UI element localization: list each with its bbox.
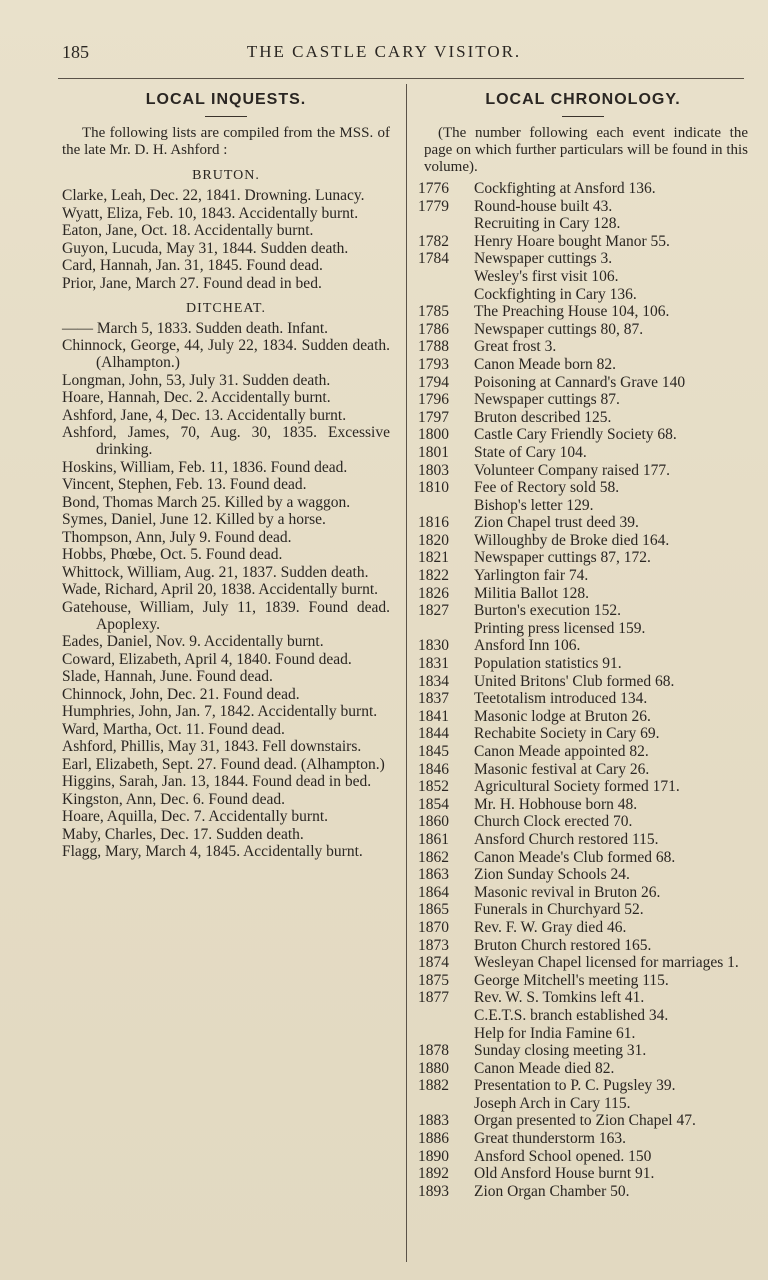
- chronology-year: 1826: [418, 584, 449, 602]
- inquest-entry: Clarke, Leah, Dec. 22, 1841. Drowning. Lunacy.: [62, 187, 365, 204]
- inquest-entry: Eades, Daniel, Nov. 9. Accidentally burnt.: [62, 633, 324, 650]
- chronology-year: 1860: [418, 813, 449, 831]
- inquest-entry: Eaton, Jane, Oct. 18. Accidentally burnt.: [62, 222, 314, 239]
- chronology-event: Newspaper cuttings 87.: [474, 391, 620, 409]
- chronology-year: 1861: [418, 830, 449, 848]
- chronology-row: [418, 567, 748, 585]
- chronology-row: [418, 303, 748, 321]
- chronology-event: Poisoning at Cannard's Grave 140: [474, 373, 686, 391]
- chronology-event: Burton's execution 152.: [474, 602, 622, 620]
- inquest-entry: —— March 5, 1833. Sudden death. Infant.: [62, 319, 329, 337]
- chronology-year: [418, 215, 474, 233]
- chronology-row: [418, 479, 748, 497]
- chronology-row: [418, 673, 748, 691]
- chronology-row: [418, 954, 748, 972]
- chronology-row: [418, 813, 748, 831]
- chronology-row: [418, 198, 748, 216]
- chronology-event: The Preaching House 104, 106.: [474, 303, 670, 321]
- chronology-row: [418, 268, 748, 286]
- chronology-year: 1801: [418, 443, 449, 461]
- chronology-year: 1882: [418, 1077, 449, 1095]
- chronology-year: 1845: [418, 743, 449, 760]
- chronology-row: [418, 374, 748, 392]
- chronology-event: Rev. F. W. Gray died 46.: [474, 918, 627, 936]
- chronology-year: 1788: [418, 338, 449, 356]
- chronology-event: Fee of Rectory sold 58.: [474, 479, 620, 497]
- inquest-entry: Hoskins, William, Feb. 11, 1836. Found dead.: [62, 458, 348, 476]
- chronology-row: [418, 532, 748, 550]
- chronology-year: 1794: [418, 373, 449, 391]
- chronology-event: Help for India Famine 61.: [474, 1024, 636, 1042]
- chronology-row: [418, 1007, 748, 1025]
- chronology-year: 1800: [418, 426, 449, 444]
- chronology-event: Presentation to P. C. Pugsley 39.: [474, 1077, 676, 1095]
- chronology-row: [418, 637, 748, 655]
- chronology-event: Ansford Church restored 115.: [474, 830, 659, 848]
- chronology-event: Canon Meade died 82.: [474, 1059, 615, 1077]
- header-rule: [58, 78, 744, 79]
- inquest-entry: Symes, Daniel, June 12. Killed by a horse.: [62, 511, 326, 528]
- chronology-year: 1784: [418, 250, 449, 268]
- ditcheat-heading: DITCHEAT.: [186, 300, 266, 316]
- chronology-year: 1863: [418, 866, 449, 884]
- chronology-year: 1821: [418, 549, 449, 567]
- chronology-row: [418, 1183, 748, 1201]
- chronology-event: Castle Cary Friendly Society 68.: [474, 426, 677, 444]
- chronology-year: 1877: [418, 989, 449, 1007]
- chronology-event: Funerals in Churchyard 52.: [474, 901, 644, 919]
- chronology-row: [418, 972, 748, 990]
- chronology-event: Rev. W. S. Tomkins left 41.: [474, 989, 645, 1007]
- chronology-event: Sunday closing meeting 31.: [474, 1042, 647, 1060]
- inquest-entry: Guyon, Lucuda, May 31, 1844. Sudden death.: [62, 239, 349, 257]
- inquest-entry: Wyatt, Eliza, Feb. 10, 1843. Accidentally burnt.: [62, 204, 359, 222]
- inquest-entry: Card, Hannah, Jan. 31, 1845. Found dead.: [62, 257, 323, 274]
- ditcheat-list: [62, 320, 390, 861]
- chronology-row: [418, 849, 748, 867]
- chronology-row: [418, 426, 748, 444]
- page-header: [0, 38, 768, 68]
- chronology-year: 1864: [418, 883, 449, 901]
- chronology-column: [418, 86, 748, 1200]
- chronology-year: 1831: [418, 655, 449, 673]
- chronology-row: [418, 444, 748, 462]
- chronology-row: [418, 655, 748, 673]
- chronology-year: 1852: [418, 778, 449, 796]
- chronology-event: Wesleyan Chapel licensed for marriages 1.: [474, 954, 739, 972]
- chronology-row: [418, 286, 748, 304]
- chronology-event: Henry Hoare bought Manor 55.: [474, 232, 670, 250]
- chronology-event: Agricultural Society formed 171.: [474, 778, 680, 796]
- chronology-event: Yarlington fair 74.: [474, 567, 589, 585]
- chronology-year: [418, 497, 474, 515]
- inquests-column: [62, 86, 390, 861]
- chronology-row: [418, 761, 748, 779]
- inquest-entry: Thompson, Ann, July 9. Found dead.: [62, 528, 292, 546]
- chronology-row: [418, 180, 748, 198]
- chronology-year: 1816: [418, 514, 449, 532]
- chronology-row: [418, 690, 748, 708]
- chronology-event: Church Clock erected 70.: [474, 813, 633, 831]
- chronology-event: C.E.T.S. branch established 34.: [474, 1006, 669, 1024]
- chronology-year: 1796: [418, 391, 449, 409]
- title-rule: [562, 116, 604, 117]
- inquest-entry: Chinnock, John, Dec. 21. Found dead.: [62, 685, 300, 703]
- chronology-year: [418, 1025, 474, 1043]
- chronology-year: 1875: [418, 971, 449, 989]
- chronology-year: 1776: [418, 180, 449, 197]
- chronology-year: [418, 620, 474, 638]
- chronology-year: [418, 268, 474, 286]
- inquest-entry: Longman, John, 53, July 31. Sudden death.: [62, 371, 331, 389]
- chronology-row: [418, 901, 748, 919]
- inquest-entry: Ward, Martha, Oct. 11. Found dead.: [62, 720, 285, 738]
- chronology-year: 1841: [418, 707, 449, 725]
- inquests-intro: The following lists are compiled from the MSS. of the late Mr. D. H. Ashford :: [62, 125, 390, 158]
- chronology-event: Zion Organ Chamber 50.: [474, 1182, 630, 1200]
- inquest-entry: Coward, Elizabeth, April 4, 1840. Found dead.: [62, 650, 352, 668]
- chronology-year: 1874: [418, 954, 449, 972]
- chronology-event: Great thunderstorm 163.: [474, 1130, 626, 1148]
- inquest-entry: Maby, Charles, Dec. 17. Sudden death.: [62, 825, 304, 843]
- chronology-row: [418, 884, 748, 902]
- chronology-row: [418, 514, 748, 532]
- inquest-entry: Bond, Thomas March 25. Killed by a waggon.: [62, 493, 351, 511]
- chronology-event: Canon Meade's Club formed 68.: [474, 848, 676, 866]
- chronology-row: [418, 1060, 748, 1078]
- page-number: 185: [62, 42, 89, 62]
- chronology-row: [418, 778, 748, 796]
- chronology-row: [418, 1165, 748, 1183]
- chronology-row: [418, 796, 748, 814]
- chronology-year: 1803: [418, 461, 449, 479]
- chronology-event: Newspaper cuttings 87, 172.: [474, 549, 651, 567]
- chronology-year: 1890: [418, 1147, 449, 1165]
- chronology-event: Masonic revival in Bruton 26.: [474, 883, 661, 901]
- chronology-event: Printing press licensed 159.: [474, 619, 646, 637]
- chronology-year: 1793: [418, 355, 449, 373]
- chronology-row: [418, 937, 748, 955]
- chronology-row: [418, 708, 748, 726]
- chronology-event: United Britons' Club formed 68.: [474, 672, 675, 690]
- chronology-event: Teetotalism introduced 134.: [474, 690, 648, 708]
- chronology-year: 1797: [418, 408, 449, 426]
- chronology-year: 1893: [418, 1182, 449, 1200]
- inquest-entry: Gatehouse, William, July 11, 1839. Found dead. Apoplexy.: [62, 598, 390, 633]
- chronology-row: [418, 462, 748, 480]
- chronology-row: [418, 620, 748, 638]
- chronology-row: [418, 866, 748, 884]
- chronology-row: [418, 409, 748, 427]
- chronology-event: Old Ansford House burnt 91.: [474, 1165, 655, 1183]
- chronology-year: 1785: [418, 303, 449, 321]
- chronology-row: [418, 1095, 748, 1113]
- chronology-year: 1873: [418, 936, 449, 954]
- chronology-year: 1822: [418, 567, 449, 585]
- chronology-event: Recruiting in Cary 128.: [474, 215, 621, 233]
- chronology-row: [418, 831, 748, 849]
- chronology-row: [418, 585, 748, 603]
- chronology-event: Newspaper cuttings 3.: [474, 250, 613, 268]
- chronology-year: 1883: [418, 1112, 449, 1130]
- inquest-entry: Humphries, John, Jan. 7, 1842. Accidentally burnt.: [62, 703, 378, 720]
- inquest-entry: Whittock, William, Aug. 21, 1837. Sudden death.: [62, 563, 369, 581]
- chronology-event: Ansford Inn 106.: [474, 637, 581, 655]
- inquest-entry: Slade, Hannah, June. Found dead.: [62, 668, 273, 685]
- chronology-event: Great frost 3.: [474, 338, 557, 356]
- chronology-year: 1865: [418, 901, 449, 919]
- chronology-event: Cockfighting at Ansford 136.: [474, 180, 656, 197]
- chronology-row: [418, 1130, 748, 1148]
- chronology-event: Population statistics 91.: [474, 655, 622, 673]
- chronology-event: Masonic festival at Cary 26.: [474, 760, 650, 778]
- inquest-entry: Chinnock, George, 44, July 22, 1834. Sudden death. (Alhampton.): [62, 337, 390, 371]
- chronology-event: Zion Sunday Schools 24.: [474, 866, 630, 884]
- chronology-intro: (The number following each event indicate the page on which further particulars will be found in this volume).: [424, 125, 748, 175]
- chronology-event: Joseph Arch in Cary 115.: [474, 1094, 631, 1112]
- inquest-entry: Prior, Jane, March 27. Found dead in bed.: [62, 274, 322, 292]
- chronology-year: 1830: [418, 637, 449, 655]
- chronology-event: Bruton Church restored 165.: [474, 936, 652, 954]
- chronology-event: George Mitchell's meeting 115.: [474, 971, 669, 989]
- chronology-row: [418, 215, 748, 233]
- chronology-event: Militia Ballot 128.: [474, 584, 589, 602]
- chronology-event: State of Cary 104.: [474, 443, 587, 461]
- chronology-row: [418, 338, 748, 356]
- chronology-event: Canon Meade born 82.: [474, 355, 617, 373]
- chronology-row: [418, 989, 748, 1007]
- chronology-year: 1870: [418, 918, 449, 936]
- chronology-event: Bishop's letter 129.: [474, 496, 594, 514]
- chronology-event: Ansford School opened. 150: [474, 1147, 652, 1165]
- chronology-year: 1810: [418, 479, 449, 497]
- chronology-row: [418, 743, 748, 761]
- chronology-event: Willoughby de Broke died 164.: [474, 531, 670, 549]
- chronology-event: Canon Meade appointed 82.: [474, 743, 649, 760]
- chronology-event: Bruton described 125.: [474, 408, 612, 426]
- chronology-event: Mr. H. Hobhouse born 48.: [474, 795, 638, 813]
- chronology-year: 1837: [418, 690, 449, 708]
- inquest-entry: Hobbs, Phœbe, Oct. 5. Found dead.: [62, 546, 283, 563]
- inquest-entry: Hoare, Hannah, Dec. 2. Accidentally burnt.: [62, 389, 331, 406]
- chronology-year: 1892: [418, 1165, 449, 1183]
- chronology-event: Newspaper cuttings 80, 87.: [474, 320, 644, 338]
- chronology-row: [418, 725, 748, 743]
- chronology-year: 1782: [418, 232, 449, 250]
- chronology-row: [418, 549, 748, 567]
- chronology-year: 1779: [418, 197, 449, 215]
- chronology-event: Masonic lodge at Bruton 26.: [474, 707, 651, 725]
- inquest-entry: Hoare, Aquilla, Dec. 7. Accidentally burnt.: [62, 808, 329, 825]
- chronology-year: 1786: [418, 320, 449, 338]
- chronology-row: [418, 1148, 748, 1166]
- bruton-heading: BRUTON.: [192, 168, 260, 183]
- chronology-row: [418, 497, 748, 515]
- title-rule: [205, 116, 247, 117]
- chronology-event: Cockfighting in Cary 136.: [474, 285, 637, 303]
- inquest-entry: Flagg, Mary, March 4, 1845. Accidentally burnt.: [62, 843, 363, 860]
- chronology-event: Organ presented to Zion Chapel 47.: [474, 1112, 696, 1130]
- chronology-year: 1844: [418, 725, 449, 743]
- column-divider: [406, 84, 407, 1262]
- chronology-year: 1854: [418, 795, 449, 813]
- chronology-row: [418, 919, 748, 937]
- chronology-row: [418, 1077, 748, 1095]
- chronology-row: [418, 356, 748, 374]
- chronology-event: Volunteer Company raised 177.: [474, 461, 671, 479]
- chronology-year: 1886: [418, 1130, 449, 1148]
- running-title: THE CASTLE CARY VISITOR.: [246, 42, 522, 61]
- chronology-year: 1878: [418, 1042, 449, 1060]
- inquest-entry: Ashford, Jane, 4, Dec. 13. Accidentally burnt.: [62, 406, 347, 424]
- bruton-list: [62, 187, 390, 292]
- chronology-row: [418, 1112, 748, 1130]
- chronology-year: [418, 1095, 474, 1113]
- chronology-year: 1880: [418, 1059, 449, 1077]
- chronology-event: Wesley's first visit 106.: [474, 267, 619, 285]
- chronology-event: Round-house built 43.: [474, 197, 613, 215]
- chronology-row: [418, 602, 748, 620]
- chronology-year: 1820: [418, 531, 449, 549]
- chronology-year: 1862: [418, 848, 449, 866]
- chronology-row: [418, 1042, 748, 1060]
- chronology-year: 1846: [418, 760, 449, 778]
- chronology-year: 1834: [418, 672, 449, 690]
- chronology-row: [418, 321, 748, 339]
- chronology-year: 1827: [418, 602, 449, 620]
- chronology-list: [418, 180, 748, 1200]
- chronology-year: [418, 1007, 474, 1025]
- chronology-row: [418, 233, 748, 251]
- inquest-entry: Kingston, Ann, Dec. 6. Found dead.: [62, 790, 286, 808]
- inquest-entry: Higgins, Sarah, Jan. 13, 1844. Found dead in bed.: [62, 773, 372, 790]
- chronology-event: Rechabite Society in Cary 69.: [474, 725, 660, 743]
- chronology-row: [418, 391, 748, 409]
- inquest-entry: Earl, Elizabeth, Sept. 27. Found dead. (Alhampton.): [62, 755, 385, 773]
- inquests-title: LOCAL INQUESTS.: [145, 91, 307, 108]
- inquest-entry: Vincent, Stephen, Feb. 13. Found dead.: [62, 476, 307, 493]
- chronology-row: [418, 1025, 748, 1043]
- inquest-entry: Ashford, James, 70, Aug. 30, 1835. Excessive drinking.: [62, 424, 390, 458]
- inquest-entry: Wade, Richard, April 20, 1838. Accidentally burnt.: [62, 581, 379, 598]
- inquest-entry: Ashford, Phillis, May 31, 1843. Fell downstairs.: [62, 738, 362, 755]
- chronology-row: [418, 250, 748, 268]
- chronology-title: LOCAL CHRONOLOGY.: [485, 91, 681, 108]
- chronology-event: Zion Chapel trust deed 39.: [474, 514, 639, 532]
- chronology-year: [418, 286, 474, 304]
